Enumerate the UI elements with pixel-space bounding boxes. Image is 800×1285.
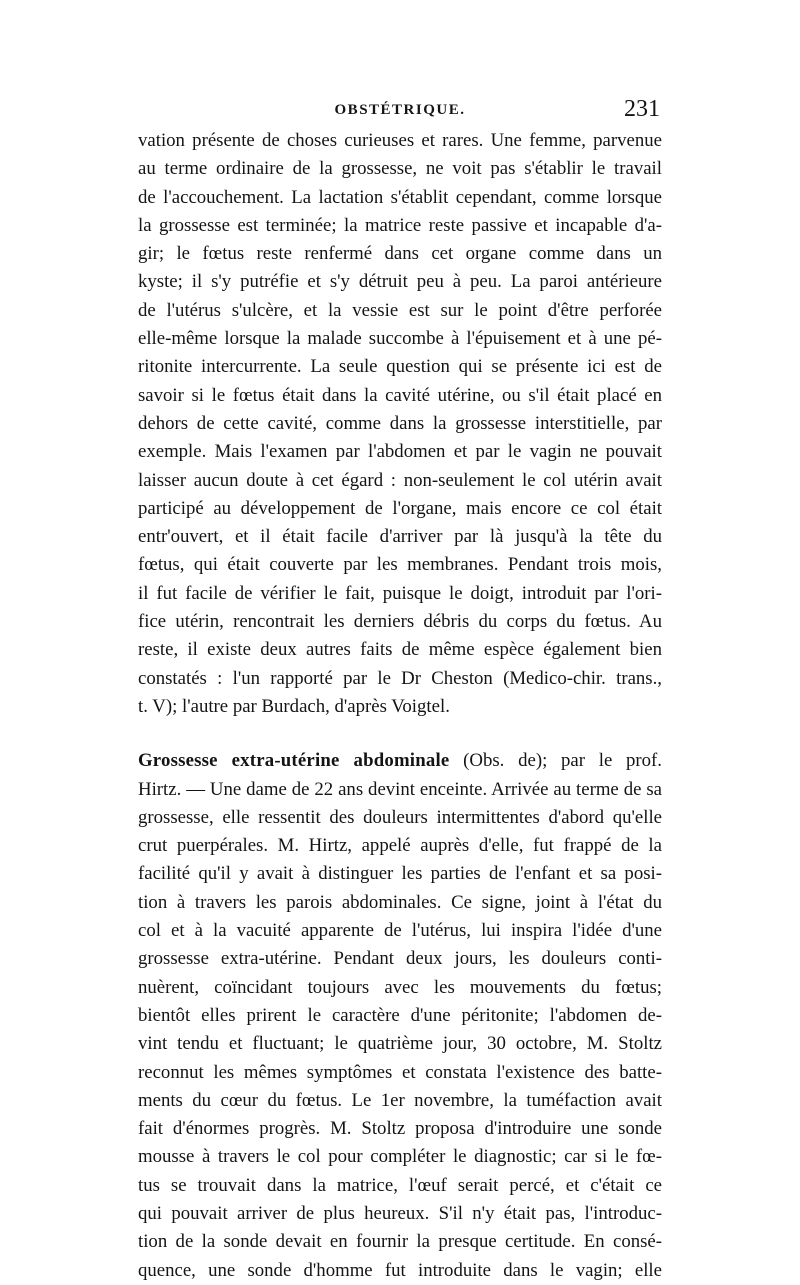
article-heading-rest: (Obs. de); par le prof. — [449, 750, 662, 772]
text-line: de l'accouchement. La lactation s'établit cependant, comme lorsque — [138, 186, 662, 208]
text-line: fice utérin, rencontrait les derniers débris du corps du fœtus. Au — [138, 611, 662, 633]
text-line: fœtus, qui était couverte par les membranes. Pendant trois mois, — [138, 554, 662, 576]
paragraph-gap — [138, 721, 662, 747]
body-text — [138, 127, 662, 1285]
text-line: la grossesse est terminée; la matrice reste passive et incapable d'a- — [138, 214, 662, 236]
text-line: reste, il existe deux autres faits de même espèce également bien — [138, 639, 662, 661]
running-title: OBSTÉTRIQUE. — [334, 102, 466, 118]
text-line: tus se trouvait dans la matrice, l'œuf serait percé, et c'était ce — [138, 1174, 662, 1196]
text-line: ments du cœur du fœtus. Le 1er novembre, la tuméfaction avait — [138, 1089, 662, 1111]
text-line: mousse à travers le col pour compléter le diagnostic; car si le fœ- — [138, 1146, 662, 1168]
text-line: grossesse extra-utérine. Pendant deux jours, les douleurs conti- — [138, 948, 662, 970]
text-line: reconnut les mêmes symptômes et constata l'existence des batte- — [138, 1061, 662, 1083]
text-line: nuèrent, coïncidant toujours avec les mouvements du fœtus; — [138, 976, 662, 998]
text-line: t. V); l'autre par Burdach, d'après Voigtel. — [138, 695, 450, 717]
text-line: facilité qu'il y avait à distinguer les parties de l'enfant et sa posi- — [138, 863, 662, 885]
article-heading: Grossesse extra-utérine abdominale — [138, 750, 450, 772]
text-line: vint tendu et fluctuant; le quatrième jour, 30 octobre, M. Stoltz — [138, 1033, 662, 1055]
text-line: exemple. Mais l'examen par l'abdomen et par le vagin ne pouvait — [138, 441, 662, 463]
text-line: qui pouvait arriver de plus heureux. S'il n'y était pas, l'introduc- — [138, 1202, 662, 1224]
text-line: col et à la vacuité apparente de l'utérus, lui inspira l'idée d'une — [138, 920, 662, 942]
text-line: ritonite intercurrente. La seule question qui se présente ici est de — [138, 356, 662, 378]
text-line: dehors de cette cavité, comme dans la grossesse interstitielle, par — [138, 412, 662, 434]
text-line: au terme ordinaire de la grossesse, ne voit pas s'établir le travail — [138, 158, 662, 180]
text-line: tion de la sonde devait en fournir la presque certitude. En consé- — [138, 1231, 662, 1253]
text-line: constatés : l'un rapporté par le Dr Cheston (Medico-chir. trans., — [138, 667, 662, 689]
page-number: 231 — [624, 96, 660, 122]
paragraph-1 — [138, 127, 662, 721]
text-line: kyste; il s'y putréfie et s'y détruit peu à peu. La paroi antérieure — [138, 271, 662, 293]
text-line: savoir si le fœtus était dans la cavité utérine, ou s'il était placé en — [138, 384, 662, 406]
text-line: entr'ouvert, et il était facile d'arriver par là jusqu'à la tête du — [138, 526, 662, 548]
text-line: crut puerpérales. M. Hirtz, appelé auprès d'elle, fut frappé de la — [138, 835, 662, 857]
text-line: elle-même lorsque la malade succombe à l'épuisement et à une pé- — [138, 328, 662, 350]
text-line: participé au développement de l'organe, mais encore ce col était — [138, 497, 662, 519]
text-line: gir; le fœtus reste renfermé dans cet organe comme dans un — [138, 243, 662, 265]
paragraph-2 — [138, 747, 662, 1285]
text-line: de l'utérus s'ulcère, et la vessie est sur le point d'être perforée — [138, 299, 662, 321]
running-head — [138, 96, 662, 126]
text-line: tion à travers les parois abdominales. Ce signe, joint à l'état du — [138, 891, 662, 913]
text-line: Hirtz. — Une dame de 22 ans devint enceinte. Arrivée au terme de sa — [138, 778, 662, 800]
text-line: laisser aucun doute à cet égard : non-seulement le col utérin avait — [138, 469, 662, 491]
text-line: bientôt elles prirent le caractère d'une péritonite; l'abdomen de- — [138, 1004, 662, 1026]
heading-line — [138, 747, 662, 775]
text-line: il fut facile de vérifier le fait, puisque le doigt, introduit par l'ori- — [138, 582, 662, 604]
text-line: vation présente de choses curieuses et rares. Une femme, parvenue — [138, 130, 662, 151]
text-line: quence, une sonde d'homme fut introduite dans le vagin; elle — [138, 1259, 662, 1281]
text-line: fait d'énormes progrès. M. Stoltz proposa d'introduire une sonde — [138, 1118, 662, 1140]
text-line: grossesse, elle ressentit des douleurs intermittentes d'abord qu'elle — [138, 806, 662, 828]
